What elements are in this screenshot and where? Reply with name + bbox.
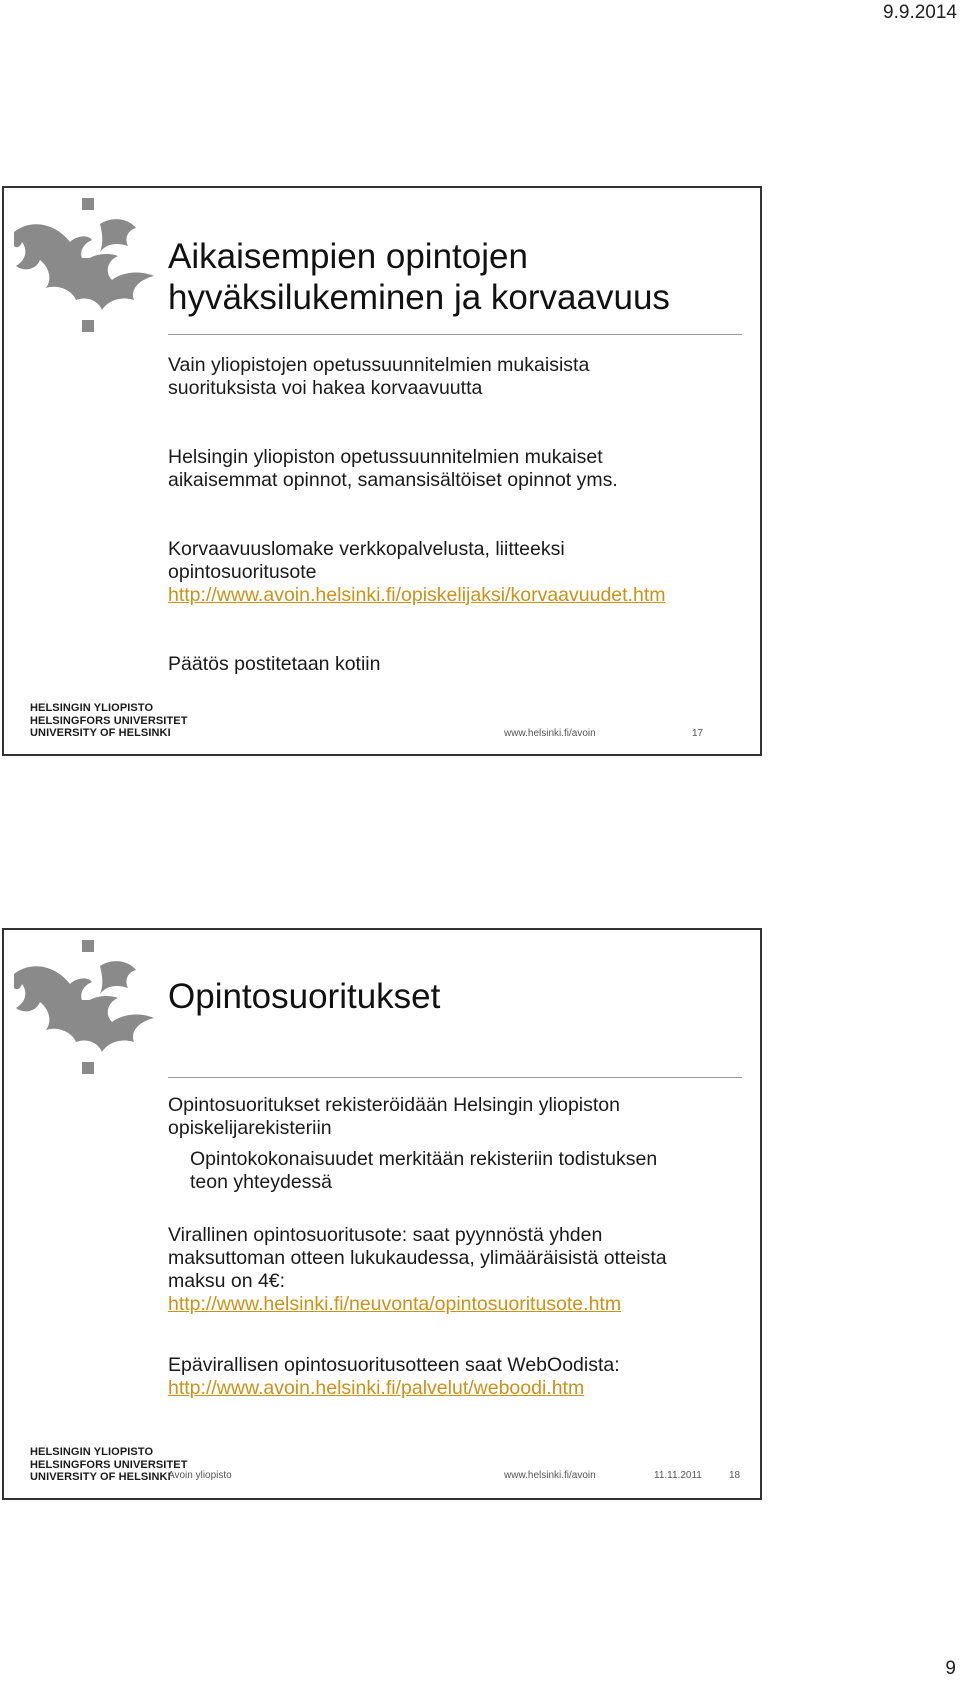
footer-organization: Avoin yliopisto [168, 1470, 232, 1481]
text-line: maksu on 4€: [168, 1270, 286, 1292]
footer-url: www.helsinki.fi/avoin [504, 1470, 596, 1481]
text-line: opintosuoritusote [168, 561, 317, 583]
title-line: Opintosuoritukset [168, 977, 441, 1016]
page-date: 9.9.2014 [883, 2, 957, 23]
slide-17 [2, 186, 762, 756]
title-line: Aikaisempien opintojen [168, 237, 528, 276]
wordmark-line: UNIVERSITY OF HELSINKI [30, 727, 171, 739]
footer-slide-number: 18 [729, 1470, 741, 1481]
korvaavuudet-link[interactable]: http://www.avoin.helsinki.fi/opiskelijaksi/korvaavuudet.htm [168, 584, 666, 606]
body-paragraph [168, 1354, 748, 1400]
slide-18 [2, 928, 762, 1500]
title-divider [168, 1077, 742, 1078]
university-wordmark [30, 1446, 188, 1484]
text-line: Opintosuoritukset rekisteröidään Helsingin yliopiston [168, 1094, 620, 1116]
helsinki-flame-logo-icon [12, 938, 172, 1078]
slide-title [168, 976, 738, 1017]
text-line: teon yhteydessä [190, 1171, 333, 1193]
weboodi-link[interactable]: http://www.avoin.helsinki.fi/palvelut/weboodi.htm [168, 1377, 585, 1399]
wordmark-line: HELSINGFORS UNIVERSITET [30, 1458, 188, 1471]
page-number: 9 [945, 1658, 956, 1679]
text-line: Korvaavuuslomake verkkopalvelusta, liitteeksi [168, 538, 565, 560]
slide-title [168, 236, 738, 318]
body-paragraph [168, 1094, 748, 1140]
text-line: Päätös postitetaan kotiin [168, 653, 381, 675]
text-line: Epävirallisen opintosuoritusotteen saat WebOodista: [168, 1354, 620, 1376]
body-paragraph [168, 653, 748, 676]
text-line: Vain yliopistojen opetussuunnitelmien mukaisista [168, 354, 590, 376]
wordmark-line: HELSINGIN YLIOPISTO [30, 702, 154, 714]
text-line: Opintokokonaisuudet merkitään rekisteriin todistuksen [190, 1148, 658, 1170]
university-wordmark [30, 702, 188, 740]
footer-url: www.helsinki.fi/avoin [504, 728, 596, 739]
footer-date: 11.11.2011 [654, 1470, 702, 1481]
helsinki-flame-logo-icon [12, 196, 172, 336]
opintosuoritusote-link[interactable]: http://www.helsinki.fi/neuvonta/opintosuoritusote.htm [168, 1293, 622, 1315]
body-paragraph [168, 538, 748, 607]
slide-body [168, 354, 748, 676]
text-line: Virallinen opintosuoritusote: saat pyynnöstä yhden [168, 1224, 603, 1246]
body-subparagraph [168, 1148, 748, 1194]
wordmark-line: HELSINGFORS UNIVERSITET [30, 714, 188, 727]
wordmark-line: UNIVERSITY OF HELSINKI [30, 1471, 171, 1483]
text-line: Helsingin yliopiston opetussuunnitelmien mukaiset [168, 446, 603, 468]
slide-body [168, 1094, 748, 1400]
body-paragraph [168, 354, 748, 400]
text-line: aikaisemmat opinnot, samansisältöiset opinnot yms. [168, 469, 618, 491]
body-paragraph [168, 1224, 748, 1316]
title-divider [168, 334, 742, 335]
text-line: suorituksista voi hakea korvaavuutta [168, 377, 483, 399]
text-line: opiskelijarekisteriin [168, 1117, 332, 1139]
footer-slide-number: 17 [692, 728, 704, 739]
body-paragraph [168, 446, 748, 492]
text-line: maksuttoman otteen lukukaudessa, ylimääräisistä otteista [168, 1247, 667, 1269]
title-line: hyväksilukeminen ja korvaavuus [168, 278, 670, 317]
wordmark-line: HELSINGIN YLIOPISTO [30, 1446, 154, 1458]
